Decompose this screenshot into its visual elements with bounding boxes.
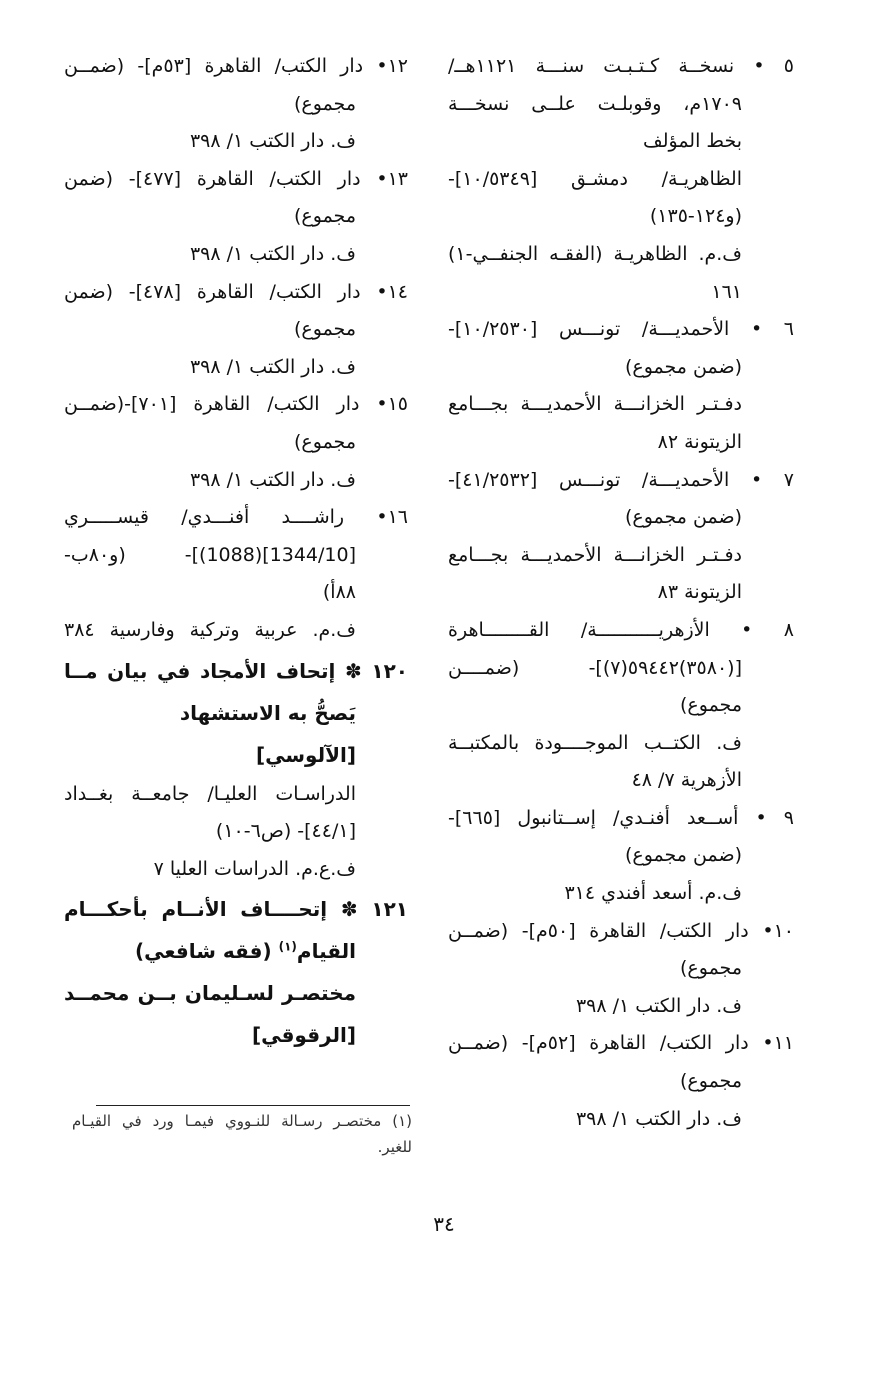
line-text: ف.م. أسعد أفندي ٣١٤ <box>564 882 742 905</box>
right-column-line <box>448 725 794 763</box>
line-text: مجموع) <box>680 957 742 980</box>
line-text: الدراسـات العليـا/ جامعــة بغــداد <box>64 782 356 805</box>
left-column-line <box>64 930 408 972</box>
line-text: ٩ • أســعد أفنـدي/ إســتانبول [٦٦٥]- <box>448 806 794 829</box>
line-text: مجموع) <box>680 694 742 717</box>
line-text: ١٢٠ ✽ إتحاف الأمجاد في بيان مــا <box>64 658 408 683</box>
left-column-line <box>64 499 408 537</box>
right-column-line <box>448 86 794 124</box>
line-text: [الرقوقي] <box>251 1023 356 1048</box>
left-column-line <box>64 1014 408 1056</box>
left-column-line <box>64 574 408 612</box>
right-column-line <box>448 161 794 199</box>
line-text: ٧ • الأحمديـــة/ تونـــس [٤١/٢٥٣٢]- <box>448 468 794 491</box>
line-text: مجموع) <box>680 1070 742 1093</box>
right-column-line <box>448 349 794 387</box>
line-text: ف. الكتــب الموجــــودة بالمكتبــة <box>448 731 742 754</box>
line-text: ف. دار الكتب ١/ ٣٩٨ <box>189 130 356 153</box>
right-column-line <box>448 198 794 236</box>
right-column-line <box>448 650 794 688</box>
line-text: ف.م. عربية وتركية وفارسية ٣٨٤ <box>64 618 356 641</box>
line-text: ١٧٠٩م، وقوبلـت علــى نسخـــة <box>448 92 742 115</box>
right-column-line <box>448 837 794 875</box>
right-column-line <box>448 1063 794 1101</box>
left-column-line <box>64 424 408 462</box>
right-column-line <box>448 762 794 800</box>
left-column-line <box>64 123 408 161</box>
left-column-line <box>64 198 408 236</box>
page-number: ٣٤ <box>433 1212 455 1236</box>
footnote-marker: (١) <box>278 939 297 954</box>
line-text: دفـتـر الخزانـــة الأحمديـــة بجـــامع <box>448 543 742 566</box>
right-column-line <box>448 499 794 537</box>
line-text: ١٤• دار الكتب/ القاهرة [٤٧٨]- (ضمن <box>64 280 408 303</box>
line-text: [1344/10](1088)]- (و٨٠ب- <box>64 543 356 566</box>
line-text: ف.م. الظاهريـة (الفقـه الجنفــي-١) <box>448 242 742 265</box>
line-text: ١٦١ <box>711 280 742 303</box>
line-text: ١٢• دار الكتب/ القاهرة [٥٣م]- (ضمــن <box>64 55 408 77</box>
left-column-line <box>64 612 408 650</box>
left-column-line <box>64 311 408 349</box>
line-text: مجموع) <box>294 92 356 115</box>
line-text: الأزهرية ٧/ ٤٨ <box>631 769 742 792</box>
right-column-line <box>448 236 794 274</box>
right-column-line <box>448 424 794 462</box>
line-text: القيام <box>296 939 356 964</box>
line-text: ١٣• دار الكتب/ القاهرة [٤٧٧]- (ضمن <box>64 167 408 190</box>
line-text: ٨ • الأزهريـــــــــــة/ القــــــــاهرة <box>448 618 794 641</box>
line-text: ١١• دار الكتب/ القاهرة [٥٢م]- (ضمــن <box>448 1032 794 1055</box>
right-column-line <box>448 950 794 988</box>
left-column-line <box>64 274 408 312</box>
left-column <box>64 48 408 1056</box>
right-column-line <box>448 123 794 161</box>
right-column-line <box>448 311 794 349</box>
left-column-line <box>64 734 408 776</box>
left-column-line <box>64 972 408 1014</box>
left-column-line <box>64 86 408 124</box>
line-text: ف. دار الكتب ١/ ٣٩٨ <box>189 355 356 378</box>
line-text: مختصـر لسـليمان بــن محمــد <box>64 981 356 1006</box>
line-text: ٨٨أ) <box>322 581 356 604</box>
line-text: مجموع) <box>294 205 356 228</box>
line-text: الظاهريـة/ دمشـق [١٠/٥٣٤٩]- <box>448 167 742 190</box>
line-text: [٤٤/١]- (ص٦-١٠) <box>215 820 356 843</box>
line-text: ١٠• دار الكتب/ القاهرة [٥٠م]- (ضمــن <box>448 919 794 942</box>
line-text: (ضمن مجموع) <box>624 844 742 867</box>
line-text: ف.ع.م. الدراسات العليا ٧ <box>153 857 356 880</box>
footnote <box>72 1108 412 1160</box>
right-column-line <box>448 386 794 424</box>
left-column-line <box>64 236 408 274</box>
right-column-line <box>448 612 794 650</box>
line-tail: (فقه شافعي) <box>134 939 279 964</box>
footnote-line: (١) مختصـر رسـالة للنـووي فيمـا ورد في القيـام <box>72 1112 412 1130</box>
left-column-line <box>64 650 408 692</box>
line-text: مجموع) <box>294 318 356 341</box>
line-text: ف. دار الكتب ١/ ٣٩٨ <box>575 1107 742 1130</box>
left-column-line <box>64 851 408 889</box>
line-text: دفـتـر الخزانـــة الأحمديـــة بجـــامع <box>448 393 742 416</box>
left-column-line <box>64 692 408 734</box>
right-column-line <box>448 462 794 500</box>
right-column-line <box>448 913 794 951</box>
line-text: بخط المؤلف <box>643 130 742 153</box>
left-column-line <box>64 813 408 851</box>
line-text: ف. دار الكتب ١/ ٣٩٨ <box>189 242 356 265</box>
left-column-line <box>64 48 408 86</box>
line-text: ١٦• راشــــد أفنـــدي/ قيســـــري <box>64 506 408 529</box>
left-column-line <box>64 537 408 575</box>
right-column-line <box>448 687 794 725</box>
right-column-line <box>448 988 794 1026</box>
right-column-line <box>448 800 794 838</box>
line-text: ١٢١ ✽ إتحــــاف الأنــام بأحكـــام <box>64 897 408 922</box>
right-column-line <box>448 1101 794 1139</box>
right-column-line <box>448 1025 794 1063</box>
right-column-line <box>448 875 794 913</box>
line-text: الزيتونة ٨٣ <box>657 581 742 604</box>
line-text: مجموع) <box>294 430 356 453</box>
right-column-line <box>448 537 794 575</box>
left-column-line <box>64 776 408 814</box>
line-text: (ضمن مجموع) <box>624 355 742 378</box>
line-text: ف. دار الكتب ١/ ٣٩٨ <box>189 468 356 491</box>
line-text: ف. دار الكتب ١/ ٣٩٨ <box>575 994 742 1017</box>
line-text: (ضمن مجموع) <box>624 506 742 529</box>
line-text: [(٣٥٨٠)٥٩٤٤٢(٧)]- (ضمــــن <box>448 656 742 679</box>
line-text: ١٥• دار الكتب/ القاهرة [٧٠١]-(ضمــن <box>64 393 408 416</box>
left-column-line <box>64 349 408 387</box>
right-column-line <box>448 574 794 612</box>
footnote-divider <box>96 1105 410 1106</box>
line-text: ٦ • الأحمديـــة/ تونـــس [١٠/٢٥٣٠]- <box>448 318 794 341</box>
line-text: الزيتونة ٨٢ <box>657 430 742 453</box>
left-column-line <box>64 462 408 500</box>
left-column-line <box>64 161 408 199</box>
footnote-line: للغير. <box>377 1138 412 1156</box>
right-column-line <box>448 48 794 86</box>
line-text: (و١٢٤-١٣٥) <box>649 205 742 228</box>
left-column-line <box>64 888 408 930</box>
line-text: [الآلوسي] <box>256 742 356 767</box>
left-column-line <box>64 386 408 424</box>
line-text: يَصحُّ به الاستشهاد <box>179 700 356 725</box>
right-column <box>448 48 794 1138</box>
line-text: ٥ • نسخــة كـتـبـت سنـــة ١١٢١هــ/ <box>448 55 794 77</box>
right-column-line <box>448 274 794 312</box>
